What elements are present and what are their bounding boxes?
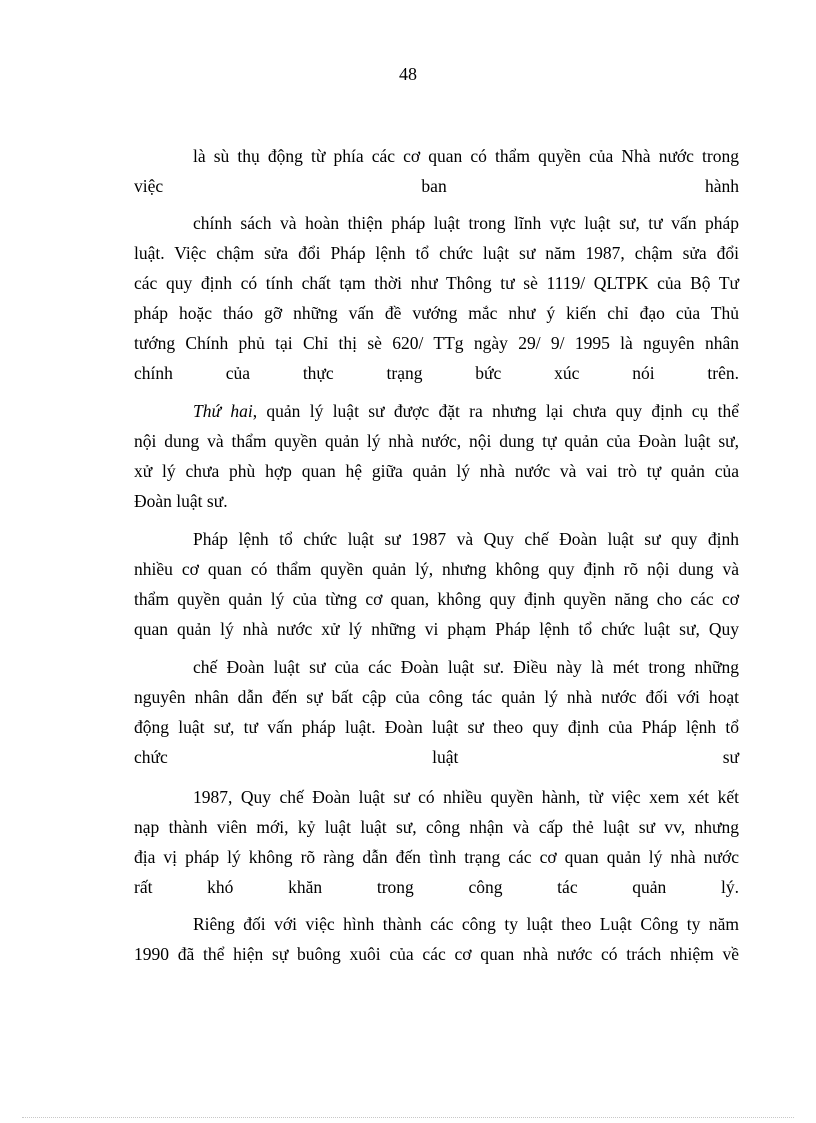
text-line: 1987, Quy chế Đoàn luật sư có nhiều quyền hành, từ việc xem xét kết	[193, 787, 739, 807]
text-line: là sù thụ động từ phía các cơ quan có thẩm quyền của Nhà nước trong	[193, 146, 739, 166]
text-line: rất khó khăn trong công tác quản lý.	[134, 877, 739, 897]
text-line: nội dung và thẩm quyền quản lý nhà nước, nội dung tự quản của Đoàn luật sư,	[134, 431, 739, 451]
text-line: chính của thực trạng bức xúc nói trên.	[134, 363, 739, 383]
text-line: luật. Việc chậm sửa đổi Pháp lệnh tổ chức luật sư năm 1987, chậm sửa đổi	[134, 243, 739, 263]
text-line: các quy định có tính chất tạm thời như Thông tư sè 1119/ QLTPK của Bộ Tư	[134, 273, 739, 293]
text-line	[193, 400, 739, 422]
page-number: 48	[399, 64, 417, 84]
text-line: thẩm quyền quản lý của từng cơ quan, không quy định quyền năng cho các cơ	[134, 589, 739, 609]
text-line: Pháp lệnh tổ chức luật sư 1987 và Quy chế Đoàn luật sư quy định	[193, 529, 739, 549]
text-line: địa vị pháp lý không rõ ràng dẫn đến tình trạng các cơ quan quản lý nhà nước	[134, 847, 739, 867]
text-line: tướng Chính phủ tại Chỉ thị sè 620/ TTg ngày 29/ 9/ 1995 là nguyên nhân	[134, 333, 739, 353]
text-span: , quản lý luật sư được đặt ra nhưng lại chưa quy định cụ thể	[252, 401, 740, 421]
text-line: chính sách và hoàn thiện pháp luật trong lĩnh vực luật sư, tư vấn pháp	[193, 213, 739, 233]
text-line: quan quản lý nhà nước xử lý những vi phạm Pháp lệnh tổ chức luật sư, Quy	[134, 619, 739, 639]
italic-heading: Thứ hai	[193, 401, 253, 421]
text-line: động luật sư, tư vấn pháp luật. Đoàn luật sư theo quy định của Pháp lệnh tổ	[134, 717, 739, 737]
page-edge-divider	[22, 1117, 794, 1118]
text-line: pháp hoặc tháo gỡ những vấn đề vướng mắc như ý kiến chỉ đạo của Thủ	[134, 303, 739, 323]
text-line: Riêng đối với việc hình thành các công ty luật theo Luật Công ty năm	[193, 914, 739, 934]
text-line: nguyên nhân dẫn đến sự bất cập của công tác quản lý nhà nước đối với hoạt	[134, 687, 739, 707]
text-line: nhiều cơ quan có thẩm quyền quản lý, nhưng không quy định rõ nội dung và	[134, 559, 739, 579]
text-line: chế Đoàn luật sư của các Đoàn luật sư. Điều này là mét trong những	[193, 657, 739, 677]
text-line: nạp thành viên mới, kỷ luật luật sư, công nhận và cấp thẻ luật sư vv, nhưng	[134, 817, 739, 837]
text-line: 1990 đã thể hiện sự buông xuôi của các cơ quan nhà nước có trách nhiệm về	[134, 944, 739, 964]
text-line: việc ban hành	[134, 176, 739, 196]
text-line: chức luật sư	[134, 747, 739, 767]
text-line: Đoàn luật sư.	[134, 491, 228, 511]
text-line: xử lý chưa phù hợp quan hệ giữa quản lý nhà nước và vai trò tự quản của	[134, 461, 739, 481]
